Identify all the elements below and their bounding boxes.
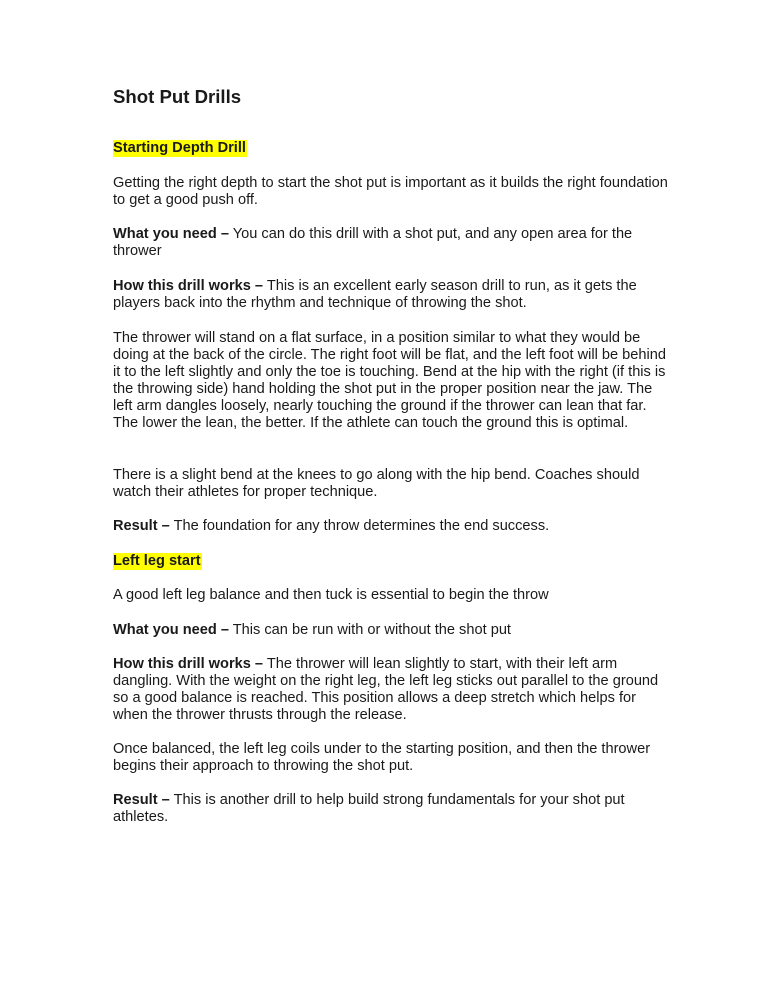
document-title: Shot Put Drills <box>113 86 242 107</box>
section-heading-left-leg-start: Left leg start <box>113 553 201 569</box>
section-intro: Getting the right depth to start the shot put is important as it builds the right foundation to get a good push off. <box>113 175 668 208</box>
what-you-need: What you need – You can do this drill with a shot put, and any open area for the thrower <box>113 226 633 259</box>
section-intro: A good left leg balance and then tuck is essential to begin the throw <box>113 587 549 603</box>
description-paragraph-2: There is a slight bend at the knees to go along with the hip bend. Coaches should watch their athletes for proper technique. <box>113 467 640 500</box>
result: Result – The foundation for any throw determines the end success. <box>113 518 550 534</box>
description-paragraph: Once balanced, the left leg coils under to the starting position, and then the thrower begins their approach to throwing the shot put. <box>113 741 651 774</box>
what-you-need: What you need – This can be run with or without the shot put <box>113 622 511 638</box>
result: Result – This is another drill to help build strong fundamentals for your shot put athletes. <box>113 792 625 825</box>
how-drill-works: How this drill works – The thrower will lean slightly to start, with their left arm dangling. With the weight on the right leg, the left leg sticks out parallel to the ground so a good balance is reached. This position allows a deep stretch which helps for when the thrower thrusts through the release. <box>113 656 659 723</box>
description-paragraph: The thrower will stand on a flat surface, in a position similar to what they would be doing at the back of the circle. The right foot will be flat, and the left foot will be behind it to the left slightly and only the toe is touching. Bend at the hip with the right (if this is the throwing side) hand holding the shot put in the proper position near the jaw. The left arm dangles loosely, nearly touching the ground if the thrower can lean that far. The lower the lean, the better. If the athlete can touch the ground this is optimal. <box>113 330 667 431</box>
how-drill-works: How this drill works – This is an excellent early season drill to run, as it gets the players back into the rhythm and technique of throwing the shot. <box>113 278 637 311</box>
section-heading-starting-depth: Starting Depth Drill <box>113 140 246 156</box>
